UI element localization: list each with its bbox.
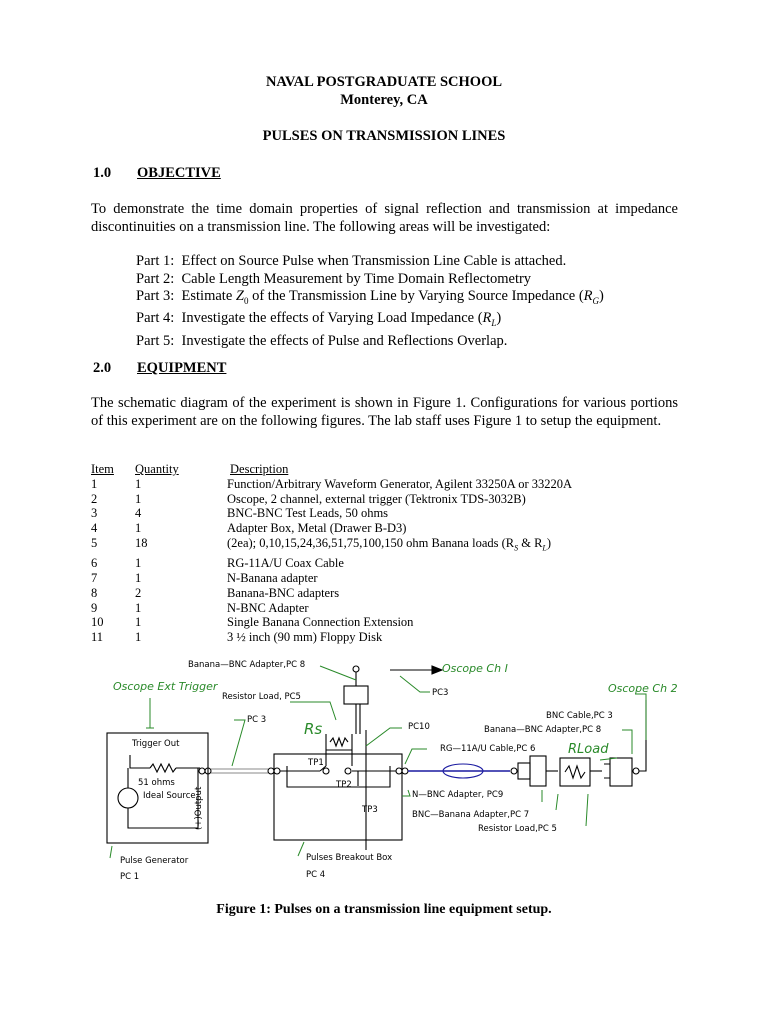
section-heading-objective bbox=[93, 165, 221, 182]
label-bnc-banana-adapter: BNC—Banana Adapter,PC 7 bbox=[412, 810, 530, 820]
part-item: Part 1: Effect on Source Pulse when Transmission Line Cable is attached. bbox=[136, 253, 567, 269]
label-rload: RLoad bbox=[568, 742, 609, 757]
table-row: 7 1 N-Banana adapter bbox=[91, 571, 318, 586]
label-n-bnc-adapter: N—BNC Adapter, PC9 bbox=[412, 790, 504, 800]
school-name: NAVAL POSTGRADUATE SCHOOL bbox=[265, 74, 503, 90]
table-row: 3 4 BNC-BNC Test Leads, 50 ohms bbox=[91, 506, 389, 521]
school-location: Monterey, CA bbox=[340, 92, 428, 108]
table-row: 11 1 3 ½ inch (90 mm) Floppy Disk bbox=[91, 630, 383, 645]
table-row: 2 1 Oscope, 2 channel, external trigger (Tektronix TDS-3032B) bbox=[91, 491, 526, 506]
objective-paragraph: To demonstrate the time domain properties of signal reflection and transmission at impedance discontinuities on a transmission line. The following areas will be investigated: bbox=[91, 201, 678, 235]
label-pc3-left: PC 3 bbox=[247, 715, 267, 725]
label-banana-bnc-top: Banana—BNC Adapter,PC 8 bbox=[188, 660, 306, 670]
part-item: Part 5: Investigate the effects of Pulse and Reflections Overlap. bbox=[136, 332, 508, 349]
table-row: 4 1 Adapter Box, Metal (Drawer B-D3) bbox=[91, 521, 407, 536]
parts-list bbox=[136, 253, 604, 350]
table-row: 10 1 Single Banana Connection Extension bbox=[91, 615, 414, 630]
table-row: 8 2 Banana-BNC adapters bbox=[91, 585, 340, 600]
table-row: 9 1 N-BNC Adapter bbox=[91, 600, 309, 615]
column-header-description: Description bbox=[230, 462, 289, 476]
equipment-table bbox=[91, 462, 677, 645]
section-title: OBJECTIVE bbox=[137, 165, 221, 181]
label-oscope-ext-trigger: Oscope Ext Trigger bbox=[113, 680, 218, 693]
label-banana-bnc-right: Banana—BNC Adapter,PC 8 bbox=[484, 725, 602, 735]
label-ohms: 51 ohms bbox=[138, 778, 175, 788]
section-title: EQUIPMENT bbox=[137, 360, 227, 376]
label-pulse-generator: Pulse Generator bbox=[120, 856, 189, 866]
equipment-paragraph: The schematic diagram of the experiment is shown in Figure 1. Configurations for various portions of this experiment are on the following figures. The lab staff uses Figure 1 to setup the equipment. bbox=[91, 395, 678, 429]
label-output: (+)Output bbox=[194, 786, 204, 830]
label-pc1: PC 1 bbox=[120, 872, 140, 882]
part-item: Part 4: Investigate the effects of Varying Load Impedance $(R_L)$ bbox=[136, 310, 502, 329]
figure-caption: Figure 1: Pulses on a transmission line equipment setup. bbox=[216, 902, 552, 917]
pulse-generator-box bbox=[107, 733, 208, 843]
label-resistor-bottom: Resistor Load,PC 5 bbox=[478, 824, 557, 834]
document-title: PULSES ON TRANSMISSION LINES bbox=[262, 128, 506, 144]
label-bnc-cable-right: BNC Cable,PC 3 bbox=[546, 711, 613, 721]
label-tp1: TP1 bbox=[308, 758, 324, 768]
label-oscope-ch2: Oscope Ch 2 bbox=[608, 682, 678, 695]
label-resistor-top: Resistor Load, PC5 bbox=[222, 692, 301, 702]
column-header-quantity: Quantity bbox=[135, 462, 179, 476]
section-heading-equipment bbox=[93, 360, 226, 377]
part-item: Part 3: Estimate $Z_0$ of the Transmission Line by Varying Source Impedance $(R_G)$ bbox=[136, 288, 604, 306]
section-number: 2.0 bbox=[93, 360, 112, 376]
ideal-source-icon bbox=[118, 788, 138, 808]
label-oscope-ch1: Oscope Ch I bbox=[442, 662, 508, 675]
label-rs: Rs bbox=[304, 720, 323, 738]
table-row: 6 1 RG-11A/U Coax Cable bbox=[91, 556, 344, 571]
label-rg11-cable: RG—11A/U Cable,PC 6 bbox=[440, 744, 536, 754]
part-item: Part 2: Cable Length Measurement by Time Domain Reflectometry bbox=[136, 270, 532, 287]
breakout-box bbox=[274, 754, 402, 840]
table-row: 5 18 (2ea); 0,10,15,24,36,51,75,100,150 ohm Banana loads ($R_S$ & $R_L$) bbox=[91, 535, 552, 553]
label-pc4: PC 4 bbox=[306, 870, 326, 880]
table-row: 1 1 Function/Arbitrary Waveform Generator, Agilent 33250A or 33220A bbox=[91, 476, 573, 491]
column-header-item: Item bbox=[91, 462, 114, 476]
section-number: 1.0 bbox=[93, 165, 112, 181]
label-trigger-out: Trigger Out bbox=[132, 739, 180, 749]
label-ideal-source: Ideal Source bbox=[143, 791, 196, 801]
label-breakout-box: Pulses Breakout Box bbox=[306, 853, 393, 863]
label-tp2: TP2 bbox=[336, 780, 352, 790]
label-pc3-top: PC3 bbox=[432, 688, 449, 698]
label-tp3: TP3 bbox=[362, 805, 378, 815]
label-pc10: PC10 bbox=[408, 722, 430, 732]
table-header bbox=[91, 462, 677, 477]
equipment-setup-diagram bbox=[90, 650, 690, 890]
